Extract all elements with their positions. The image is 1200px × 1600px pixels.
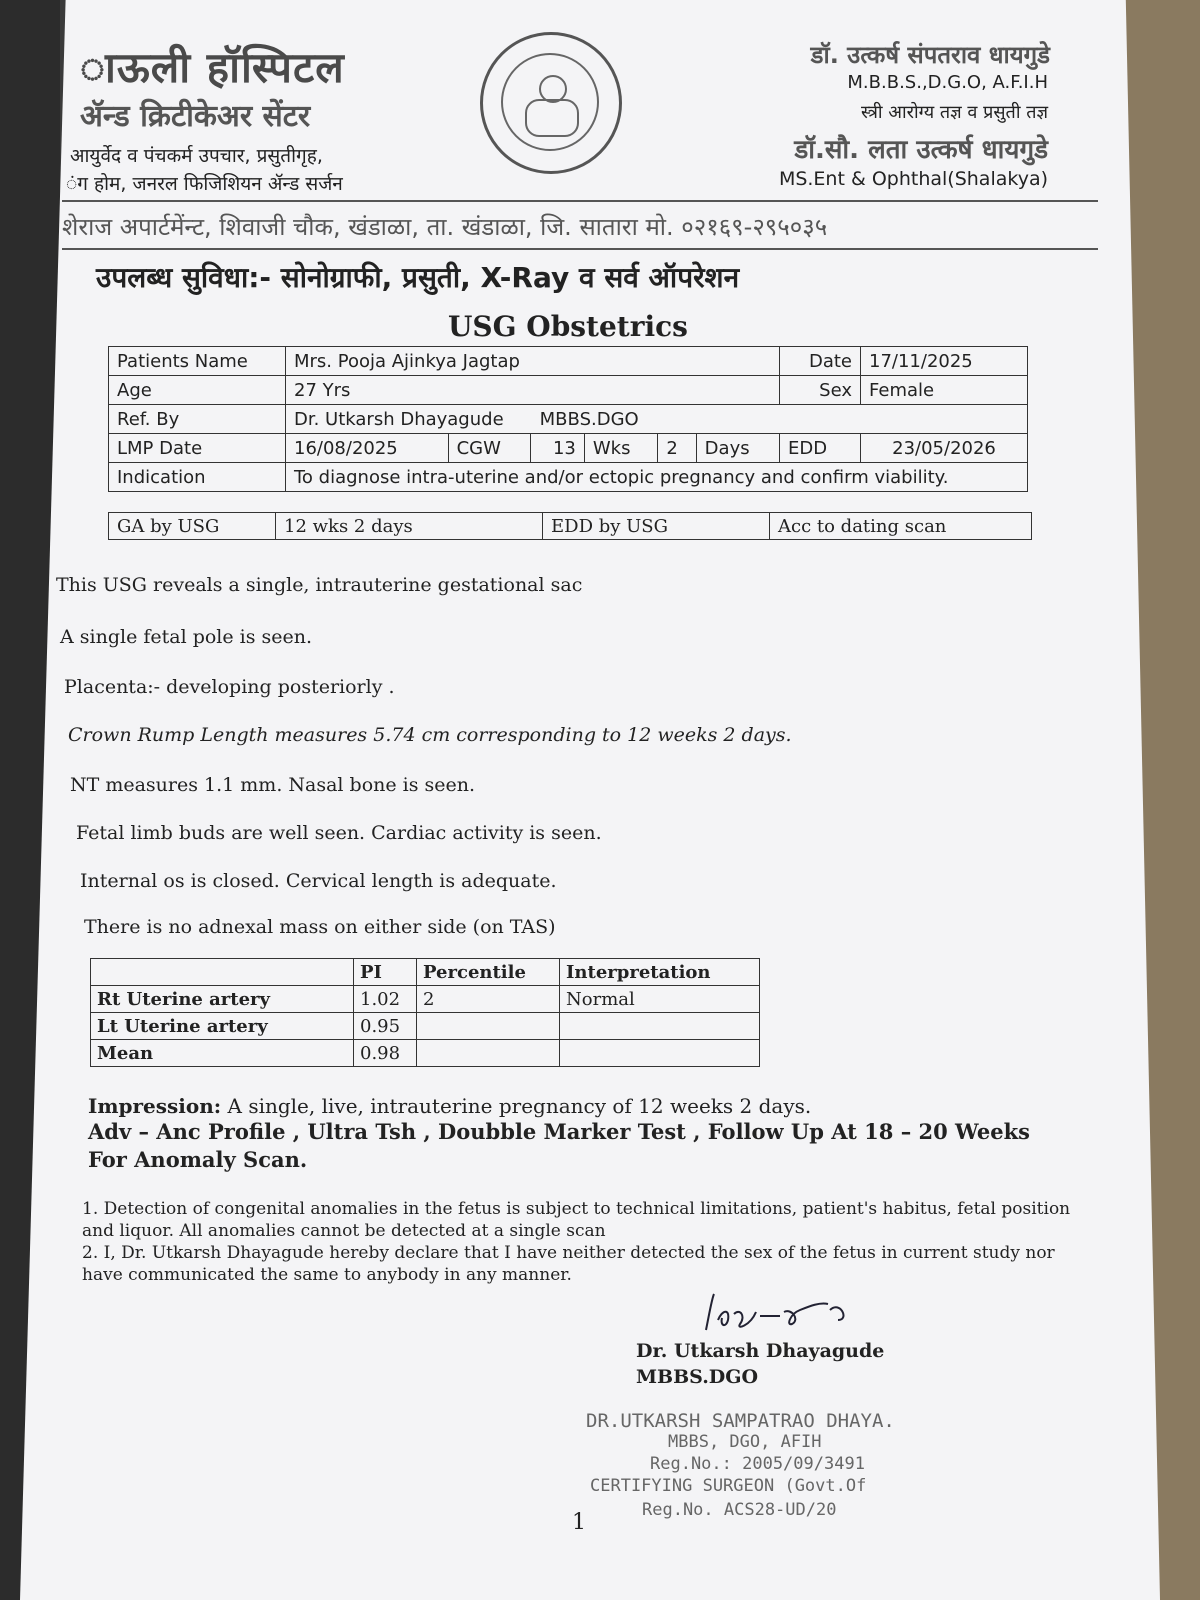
doppler-row-label: Lt Uterine artery — [91, 1013, 354, 1040]
patient-name-label: Patients Name — [109, 347, 286, 376]
days-label: Days — [696, 434, 779, 463]
patient-name: Mrs. Pooja Ajinkya Jagtap — [286, 347, 780, 376]
doppler-cell: Normal — [560, 986, 760, 1013]
edd-usg-value: Acc to dating scan — [770, 513, 1032, 540]
table-row — [91, 986, 760, 1013]
doctor1-name: डॉ. उत्कर्ष संपतराव धायगुडे — [810, 41, 1050, 69]
lmp-label: LMP Date — [109, 434, 286, 463]
finding-line: Placenta:- developing posteriorly . — [64, 676, 395, 698]
cgw-days: 2 — [658, 434, 696, 463]
impression-label: Impression: — [88, 1094, 222, 1118]
doppler-header: Percentile — [417, 959, 560, 986]
header-divider-top — [62, 200, 1098, 202]
finding-line: Internal os is closed. Cervical length is adequate. — [80, 870, 557, 892]
impression — [88, 1094, 811, 1118]
stamp-line: DR.UTKARSH SAMPATRAO DHAYA. — [586, 1410, 895, 1432]
doppler-header — [91, 959, 354, 986]
declaration-note: 2. I, Dr. Utkarsh Dhayagude hereby declare that I have neither detected the sex of the fetus in current study nor have communicated the same to anybody in any manner. — [82, 1243, 1055, 1285]
finding-line: Crown Rump Length measures 5.74 cm corresponding to 12 weeks 2 days. — [68, 724, 792, 746]
doppler-header: Interpretation — [560, 959, 760, 986]
doppler-cell: 0.98 — [354, 1040, 417, 1067]
hospital-name: ाऊली हॉस्पिटल — [80, 43, 345, 92]
referring-doctor — [286, 405, 1028, 434]
ga-label: GA by USG — [109, 513, 276, 540]
wks-label: Wks — [584, 434, 658, 463]
indication-text: To diagnose intra-uterine and/or ectopic pregnancy and confirm viability. — [286, 463, 1028, 492]
available-facilities: उपलब्ध सुविधा:- सोनोग्राफी, प्रसुती, X-Ray व सर्व ऑपरेशन — [96, 261, 740, 294]
doppler-cell: 2 — [417, 986, 560, 1013]
doppler-cell: 1.02 — [354, 986, 417, 1013]
stamp-line: Reg.No.: 2005/09/3491 — [650, 1454, 865, 1474]
edd-usg-label: EDD by USG — [543, 513, 770, 540]
gestational-age-table — [108, 512, 1032, 540]
patient-info-table — [108, 346, 1028, 492]
ga-value: 12 wks 2 days — [276, 513, 543, 540]
doppler-row-label: Mean — [91, 1040, 354, 1067]
header-divider-bottom — [62, 248, 1098, 250]
impression-text: A single, live, intrauterine pregnancy of 12 weeks 2 days. — [227, 1094, 812, 1118]
ref-by-label: Ref. By — [109, 405, 286, 434]
doppler-cell: 0.95 — [354, 1013, 417, 1040]
doppler-cell — [417, 1013, 560, 1040]
patient-age: 27 Yrs — [286, 376, 780, 405]
ref-doctor-degree: MBBS.DGO — [539, 408, 639, 430]
uterine-artery-doppler-table — [90, 958, 760, 1067]
doppler-header: PI — [354, 959, 417, 986]
finding-line: NT measures 1.1 mm. Nasal bone is seen. — [70, 774, 476, 796]
disclaimer-note: 1. Detection of congenital anomalies in the fetus is subject to technical limitations, patient's habitus, fetal position and liquor. All anomalies cannot be detected at a single scan — [82, 1199, 1071, 1241]
logo-inner-ring — [501, 53, 599, 151]
doctor2-name: डॉ.सौ. लता उत्कर्ष धायगुडे — [794, 135, 1048, 165]
doctor1-degree: M.B.B.S.,D.G.O, A.F.I.H — [847, 72, 1048, 93]
hospital-services-2: ंग होम, जनरल फिजिशियन ॲन्ड सर्जन — [66, 173, 343, 195]
doctor1-specialty: स्त्री आरोग्य तज्ञ व प्रसुती तज्ञ — [860, 102, 1048, 123]
doppler-cell — [560, 1040, 760, 1067]
edd-label: EDD — [780, 434, 861, 463]
signatory-name: Dr. Utkarsh Dhayagude — [636, 1340, 885, 1362]
patient-sex: Female — [861, 376, 1028, 405]
handwritten-signature — [700, 1290, 880, 1336]
report-title: USG Obstetrics — [448, 310, 688, 343]
doppler-cell — [560, 1013, 760, 1040]
finding-line: A single fetal pole is seen. — [60, 626, 313, 648]
page-number: 1 — [572, 1510, 586, 1535]
finding-line: There is no adnexal mass on either side (on TAS) — [84, 916, 556, 938]
stamp-line: CERTIFYING SURGEON (Govt.Of — [590, 1476, 867, 1496]
doppler-row-label: Rt Uterine artery — [91, 986, 354, 1013]
signatory-degree: MBBS.DGO — [636, 1366, 759, 1388]
stamp-line: Reg.No. ACS28-UD/20 — [642, 1500, 837, 1520]
table-row — [91, 1013, 760, 1040]
edd-date: 23/05/2026 — [861, 434, 1028, 463]
cgw-label: CGW — [448, 434, 531, 463]
ref-doctor-name: Dr. Utkarsh Dhayagude — [294, 408, 504, 430]
hospital-services-1: आयुर्वेद व पंचकर्म उपचार, प्रसुतीगृह, — [70, 145, 323, 167]
report-date: 17/11/2025 — [861, 347, 1028, 376]
finding-line: This USG reveals a single, intrauterine gestational sac — [56, 574, 583, 596]
doppler-cell — [417, 1040, 560, 1067]
logo-body-shape — [525, 99, 579, 137]
date-label: Date — [780, 347, 861, 376]
hospital-address: शेराज अपार्टमेंन्ट, शिवाजी चौक, खंडाळा, ता. खंडाळा, जि. सातारा मो. ०२१६९-२९५०३५ — [62, 213, 828, 241]
sex-label: Sex — [780, 376, 861, 405]
cgw-weeks: 13 — [531, 434, 585, 463]
age-label: Age — [109, 376, 286, 405]
table-row — [91, 1040, 760, 1067]
lmp-date: 16/08/2025 — [286, 434, 449, 463]
doctor2-degree: MS.Ent & Ophthal(Shalakya) — [778, 168, 1048, 190]
finding-line: Fetal limb buds are well seen. Cardiac activity is seen. — [76, 822, 602, 844]
signature-stroke — [706, 1294, 843, 1330]
hospital-subtitle: ॲन्ड क्रिटीकेअर सेंटर — [80, 99, 311, 134]
indication-label: Indication — [109, 463, 286, 492]
hospital-logo-icon — [480, 32, 622, 174]
stamp-line: MBBS, DGO, AFIH — [668, 1432, 822, 1452]
advice-text: Adv – Anc Profile , Ultra Tsh , Doubble Marker Test , Follow Up At 18 – 20 Weeks For Anomaly Scan. — [88, 1119, 1031, 1172]
